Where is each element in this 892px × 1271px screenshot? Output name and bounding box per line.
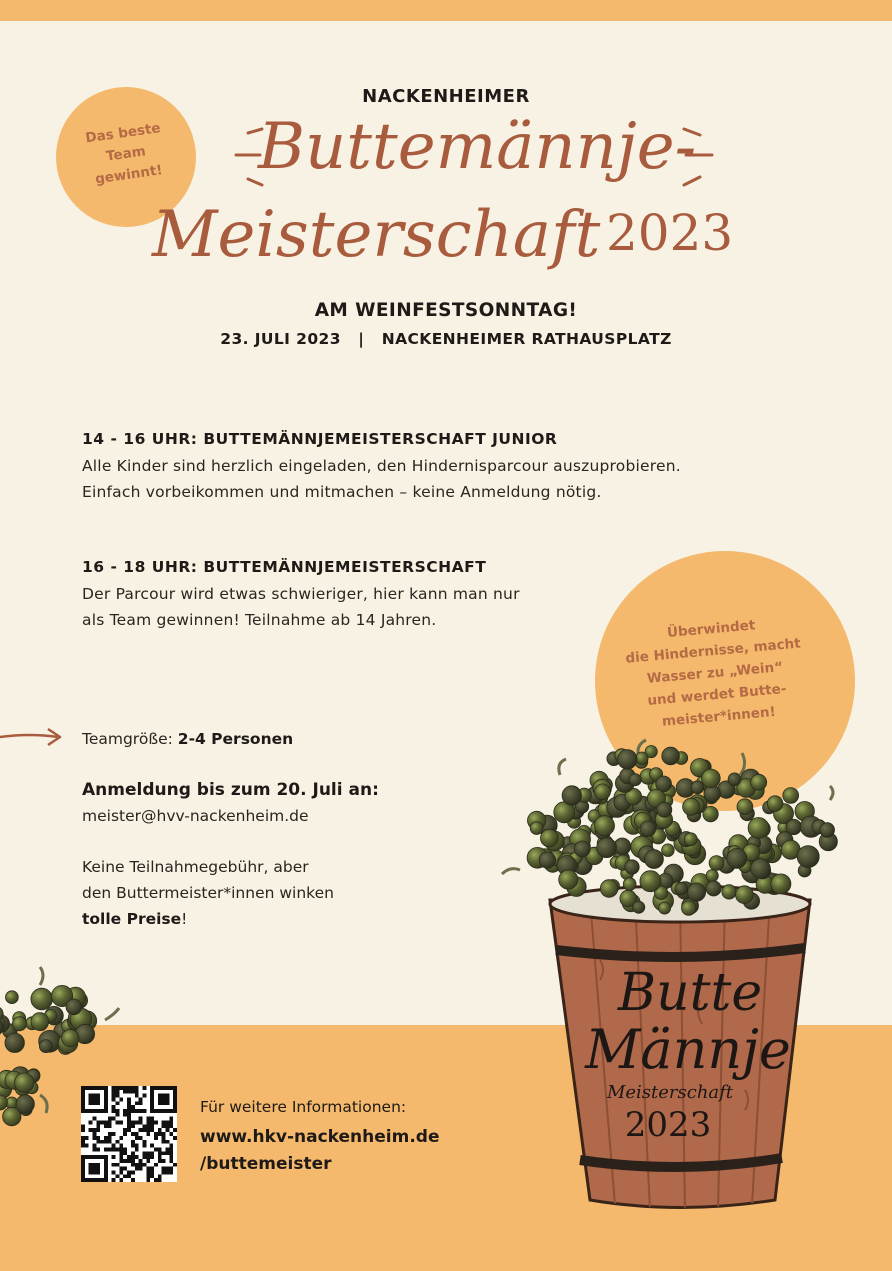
grape-berry <box>771 874 791 894</box>
grape-berry <box>618 750 637 769</box>
grape-berry <box>767 796 783 812</box>
team-size-label: Teamgröße: <box>82 730 178 748</box>
grape-berry <box>600 880 618 898</box>
grape-berry <box>797 846 819 868</box>
grape-berry <box>623 878 636 891</box>
grape-berry <box>62 1030 79 1047</box>
grape-berry <box>645 850 664 869</box>
fee-line: Keine Teilnahmegebühr, aber <box>82 858 309 876</box>
organizer-label: NACKENHEIMER <box>362 86 530 107</box>
url-line[interactable]: www.hkv-nackenheim.de <box>200 1127 440 1147</box>
grape-berry <box>748 818 769 839</box>
fee-bold: tolle Preise <box>82 910 182 928</box>
grape-berry <box>625 860 639 874</box>
fee-line: den Buttermeister*innen winken <box>82 884 334 902</box>
grape-berry <box>727 848 747 868</box>
registration-email[interactable]: meister@hvv-nackenheim.de <box>82 807 309 825</box>
grape-berry <box>539 852 555 868</box>
grape-berry <box>736 886 754 904</box>
section-line: Alle Kinder sind herzlich eingeladen, den Hindernisparcour auszuprobieren. <box>82 457 681 475</box>
grape-berry <box>820 823 835 838</box>
section-junior-heading: 14 - 16 UHR: BUTTEMÄNNJEMEISTERSCHAFT JUNIOR <box>82 430 558 448</box>
grape-berry <box>562 786 581 805</box>
grape-berry <box>39 1040 52 1053</box>
grape-berry <box>595 816 615 836</box>
grape-berry <box>541 829 559 847</box>
badge-top-line: gewinnt! <box>94 162 164 188</box>
grape-berry <box>530 822 543 835</box>
title-year: 2023 <box>606 204 734 262</box>
section-line: als Team gewinnen! Teilnahme ab 14 Jahren. <box>82 611 437 629</box>
bucket-logo-line4: 2023 <box>624 1105 712 1145</box>
badge-right-line: meister*innen! <box>661 703 777 730</box>
registration-heading: Anmeldung bis zum 20. Juli an: <box>82 780 379 800</box>
title-line-1: Buttemännje- <box>258 110 697 184</box>
grape-berry <box>31 988 53 1010</box>
grape-berry <box>662 747 680 765</box>
arrow-right-icon <box>0 725 70 749</box>
fee-end: ! <box>181 910 188 928</box>
grape-berry <box>659 902 671 914</box>
grape-berry <box>633 901 645 913</box>
qr-code-icon[interactable] <box>81 1086 177 1182</box>
grape-berry <box>640 871 661 892</box>
grape-berry <box>595 784 611 800</box>
grape-berry <box>636 752 648 764</box>
grape-berries <box>527 746 837 916</box>
grape-berry <box>682 901 696 915</box>
grape-berry <box>728 773 741 786</box>
grape-berry <box>12 1017 26 1031</box>
grape-berry <box>706 870 718 882</box>
bucket-logo-line2: Männje <box>585 1018 791 1081</box>
fee-text <box>82 854 334 932</box>
grape-berry <box>640 821 656 837</box>
grape-berry <box>16 1095 34 1113</box>
grape-berry <box>751 774 767 790</box>
badge-top-line: Das beste <box>84 120 162 147</box>
event-place: NACKENHEIMER RATHAUSPLATZ <box>381 330 672 348</box>
section-line: Einfach vorbeikommen und mitmachen – keine Anmeldung nötig. <box>82 483 602 501</box>
bucket-logo-line1: Butte <box>617 963 763 1023</box>
event-day: AM WEINFESTSONNTAG! <box>314 300 578 321</box>
grape-berry <box>66 999 82 1015</box>
grape-berry <box>691 781 704 794</box>
grape-berry <box>684 833 697 846</box>
grape-berry <box>15 1073 34 1092</box>
url-line[interactable]: /buttemeister <box>200 1154 332 1174</box>
grape-berry <box>709 856 724 871</box>
badge-right-line: und werdet Butte- <box>646 680 788 709</box>
grape-berry <box>559 870 578 889</box>
grape-berry <box>683 798 700 815</box>
title-line-2: Meisterschaft <box>152 198 601 272</box>
section-main-heading: 16 - 18 UHR: BUTTEMÄNNJEMEISTERSCHAFT <box>82 558 487 576</box>
badge-right-line: Überwindet <box>666 617 756 641</box>
grape-berry <box>629 774 641 786</box>
event-date: 23. JULI 2023 <box>220 330 341 348</box>
grape-berry <box>675 882 688 895</box>
grape-berry <box>662 844 675 857</box>
badge-right-line: Wasser zu „Wein“ <box>646 659 784 687</box>
section-line: Der Parcour wird etwas schwieriger, hier kann man nur <box>82 585 520 603</box>
grape-berry <box>783 788 799 804</box>
grape-berry <box>597 838 617 858</box>
badge-top-line: Team <box>105 143 147 165</box>
more-info-label: Für weitere Informationen: <box>200 1098 407 1116</box>
grape-berry <box>722 885 736 899</box>
badge-right-text <box>596 608 835 738</box>
grape-berry <box>5 991 18 1004</box>
fee-line-last <box>82 906 334 932</box>
grape-berry <box>737 799 753 815</box>
badge-right-line: die Hindernisse, macht <box>624 635 802 667</box>
grape-berry <box>702 769 721 788</box>
grape-berry <box>31 1013 49 1031</box>
grape-berry <box>5 1033 24 1052</box>
team-size <box>82 726 293 752</box>
more-info-url[interactable] <box>200 1124 440 1178</box>
grape-berry <box>687 883 705 901</box>
grape-berry <box>657 802 672 817</box>
grape-berry <box>706 881 721 896</box>
grape-berry <box>574 841 590 857</box>
team-size-value: 2-4 Personen <box>177 730 294 748</box>
event-separator: | <box>358 330 365 348</box>
grape-berry <box>751 859 771 879</box>
bucket-logo-line3: Meisterschaft <box>606 1082 734 1103</box>
